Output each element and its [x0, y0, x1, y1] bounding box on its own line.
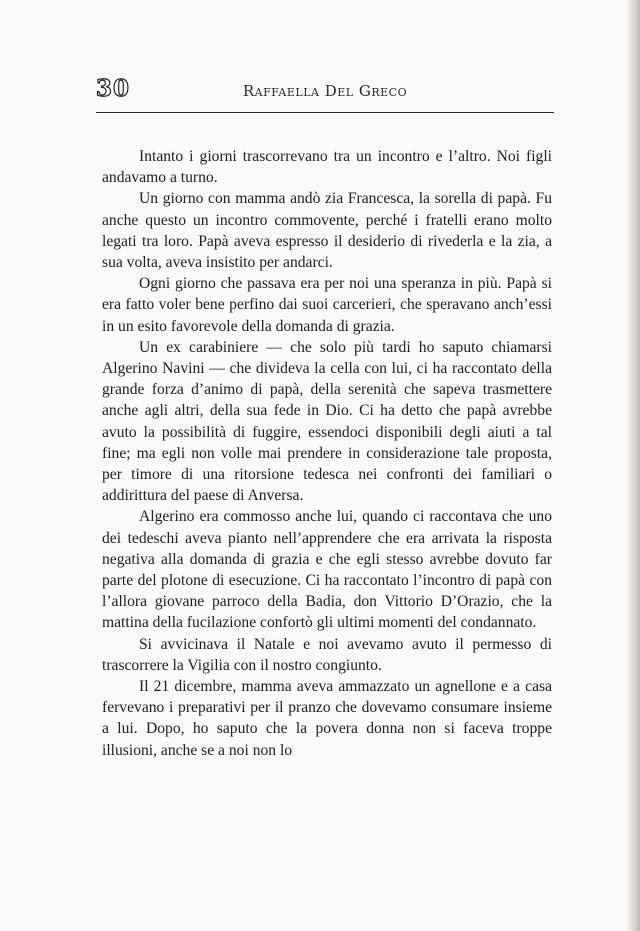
page-edge-shadow — [628, 0, 640, 931]
paragraph: Intanto i giorni trascorrevano tra un incontro e l’altro. Noi figli andavamo a turno. — [102, 148, 552, 187]
paragraph: Ogni giorno che passava era per noi una speranza in più. Papà si era fatto voler bene perfino dai suoi carcerieri, che speravano anch’essi in un esito favorevole della domanda di grazia. — [102, 275, 552, 335]
running-title: Raffaella Del Greco — [242, 82, 408, 100]
body-text — [102, 146, 552, 761]
paragraph: Algerino era commosso anche lui, quando ci raccontava che uno dei tedeschi aveva pianto nell’apprendere che era arrivata la risposta negativa alla domanda di grazia e che egli stesso avrebbe dovuto far parte del plotone di esecuzione. Ci ha raccontato l’incontro di papà con l’allora giovane parroco della Badia, don Vittorio D’Orazio, che la mattina della fucilazione confortò gli ultimi momenti del condannato. — [102, 508, 552, 632]
paragraph: Un ex carabiniere — che solo più tardi ho saputo chiamarsi Algerino Navini — che divideva la cella con lui, ci ha raccontato della grande forza d’animo di papà, della serenità che sapeva trasmettere anche agli altri, della sua fede in Dio. Ci ha detto che papà avrebbe avuto la possibilità di fuggire, essendoci disponibili degli aiuti a tal fine; ma egli non volle mai prendere in considerazione tale proposta, per timore di una ritorsione tedesca nei confronti dei familiari o addirittura del paese di Anversa. — [102, 338, 552, 505]
paragraph: Un giorno con mamma andò zia Francesca, la sorella di papà. Fu anche questo un incontro commovente, perché i fratelli erano molto legati tra loro. Papà aveva espresso il desiderio di rivederla e la zia, a sua volta, aveva insistito per andarci. — [102, 190, 552, 272]
page-number: 30 — [96, 75, 131, 102]
page-header — [96, 73, 554, 113]
paragraph: Il 21 dicembre, mamma aveva ammazzato un agnellone e a casa fervevano i preparativi per il pranzo che dovevamo consumare insieme a lui. Dopo, ho saputo che la povera donna non si faceva troppe illusioni, anche se a noi non lo — [102, 678, 552, 759]
paragraph: Si avvicinava il Natale e noi avevamo avuto il permesso di trascorrere la Vigilia con il nostro congiunto. — [102, 635, 552, 674]
header-rule — [96, 112, 554, 113]
